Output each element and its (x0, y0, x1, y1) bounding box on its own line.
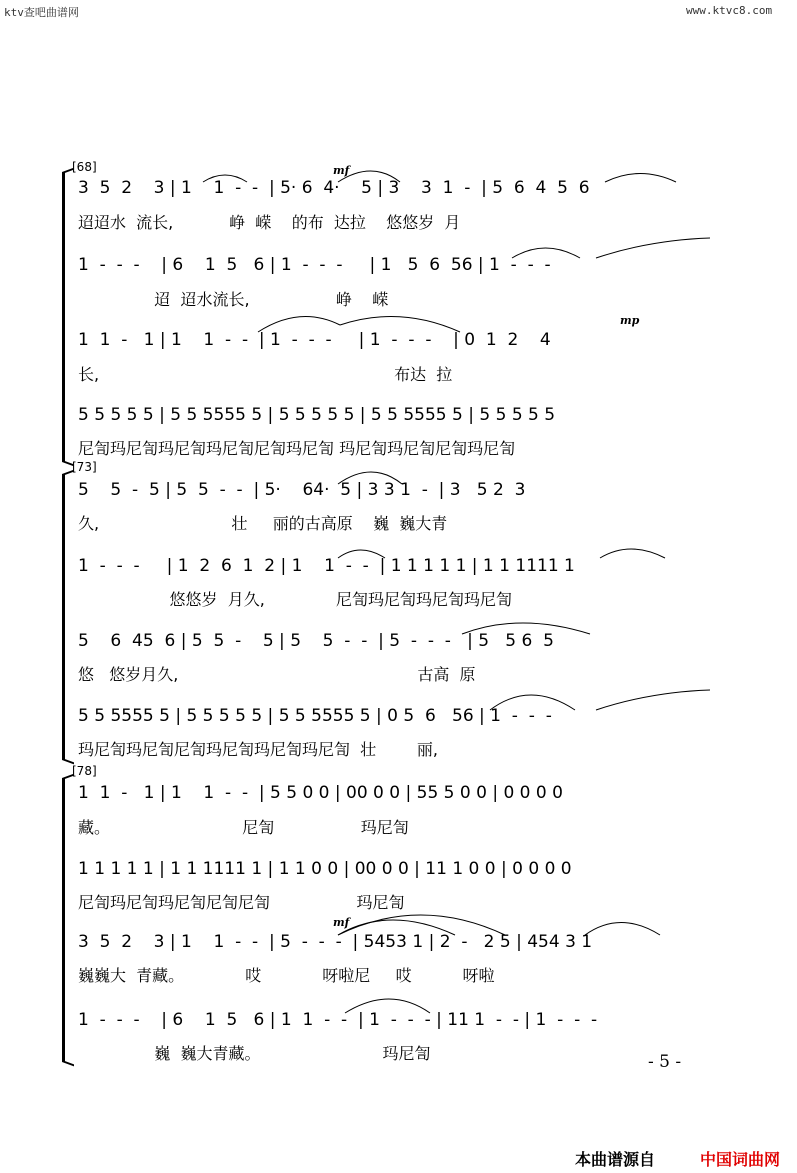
lyrics-line: 巍 巍大青藏。 玛尼訇 (78, 1044, 431, 1063)
footer-source-label: 本曲谱源自 (575, 1150, 656, 1169)
lyrics-line: 巍巍大 青藏。 哎 呀啦尼 哎 呀啦 (78, 966, 495, 985)
lyrics-line: 尼訇玛尼訇玛尼訇玛尼訇尼訇玛尼訇 玛尼訇玛尼訇尼訇玛尼訇 (78, 439, 516, 458)
system-brace (62, 778, 65, 1062)
dynamic-mark: mp (620, 314, 640, 327)
notes-line: 3 5 2 3 | 1 1 - - | 5 - - - | 5453 1 | 2 - 2 5 | 454 3 1 (78, 932, 593, 952)
system-brace (62, 172, 65, 462)
rehearsal-mark: [78] (72, 764, 97, 778)
lyrics-line: 玛尼訇玛尼訇尼訇玛尼訇玛尼訇玛尼訇 壮 丽, (78, 740, 438, 759)
system-brace (62, 474, 65, 760)
notes-line: 5 5 5555 5 | 5 5 5 5 5 | 5 5 5555 5 | 0 5 6 56 | 1 - - - (78, 706, 552, 726)
notes-line: 3 5 2 3 | 1 1 - - | 5· 6 4· 5 | 3 3 1 - | 5 6 4 5 6 (78, 178, 590, 198)
lyrics-line: 迢 迢水流长, 峥 嵘 (78, 290, 389, 309)
notes-line: 5 6 45 6 | 5 5 - 5 | 5 5 - - | 5 - - - | 5 5 6 5 (78, 631, 554, 651)
notes-line: 1 1 1 1 1 | 1 1 1111 1 | 1 1 0 0 | 00 0 0 | 11 1 0 0 | 0 0 0 0 (78, 859, 572, 879)
notes-line: 1 - - - | 1 2 6 1 2 | 1 1 - - | 1 1 1 1 1 | 1 1 1111 1 (78, 556, 575, 576)
dynamic-mark: mf (333, 916, 350, 929)
lyrics-line: 久, 壮 丽的古高原 巍 巍大青 (78, 514, 448, 533)
notes-line: 1 - - - | 6 1 5 6 | 1 - - - | 1 5 6 56 | 1 - - - (78, 255, 551, 275)
dynamic-mark: mf (333, 164, 350, 177)
lyrics-line: 藏。 尼訇 玛尼訇 (78, 818, 409, 837)
notes-line: 1 - - - | 6 1 5 6 | 1 1 - - | 1 - - - | 11 1 - - | 1 - - - (78, 1010, 598, 1030)
notes-line: 5 5 - 5 | 5 5 - - | 5· 64· 5 | 3 3 1 - | 3 5 2 3 (78, 480, 526, 500)
rehearsal-mark: [73] (72, 460, 97, 474)
lyrics-line: 长, 布达 拉 (78, 365, 453, 384)
watermark-right: www.ktvc8.com (686, 4, 773, 17)
footer-site-name: 中国词曲网 (700, 1150, 781, 1169)
notes-line: 1 1 - 1 | 1 1 - - | 5 5 0 0 | 00 0 0 | 55 5 0 0 | 0 0 0 0 (78, 783, 563, 803)
page-number: - 5 - (648, 1052, 682, 1072)
lyrics-line: 尼訇玛尼訇玛尼訇尼訇尼訇 玛尼訇 (78, 893, 405, 912)
rehearsal-mark: [68] (72, 160, 97, 174)
lyrics-line: 悠 悠岁月久, 古高 原 (78, 665, 476, 684)
watermark-left: ktv查吧曲谱网 (4, 6, 79, 19)
notes-line: 5 5 5 5 5 | 5 5 5555 5 | 5 5 5 5 5 | 5 5 5555 5 | 5 5 5 5 5 (78, 405, 556, 425)
lyrics-line: 迢迢水 流长, 峥 嵘 的布 达拉 悠悠岁 月 (78, 213, 461, 232)
lyrics-line: 悠悠岁 月久, 尼訇玛尼訇玛尼訇玛尼訇 (78, 590, 513, 609)
notes-line: 1 1 - 1 | 1 1 - - | 1 - - - | 1 - - - | 0 1 2 4 (78, 330, 551, 350)
